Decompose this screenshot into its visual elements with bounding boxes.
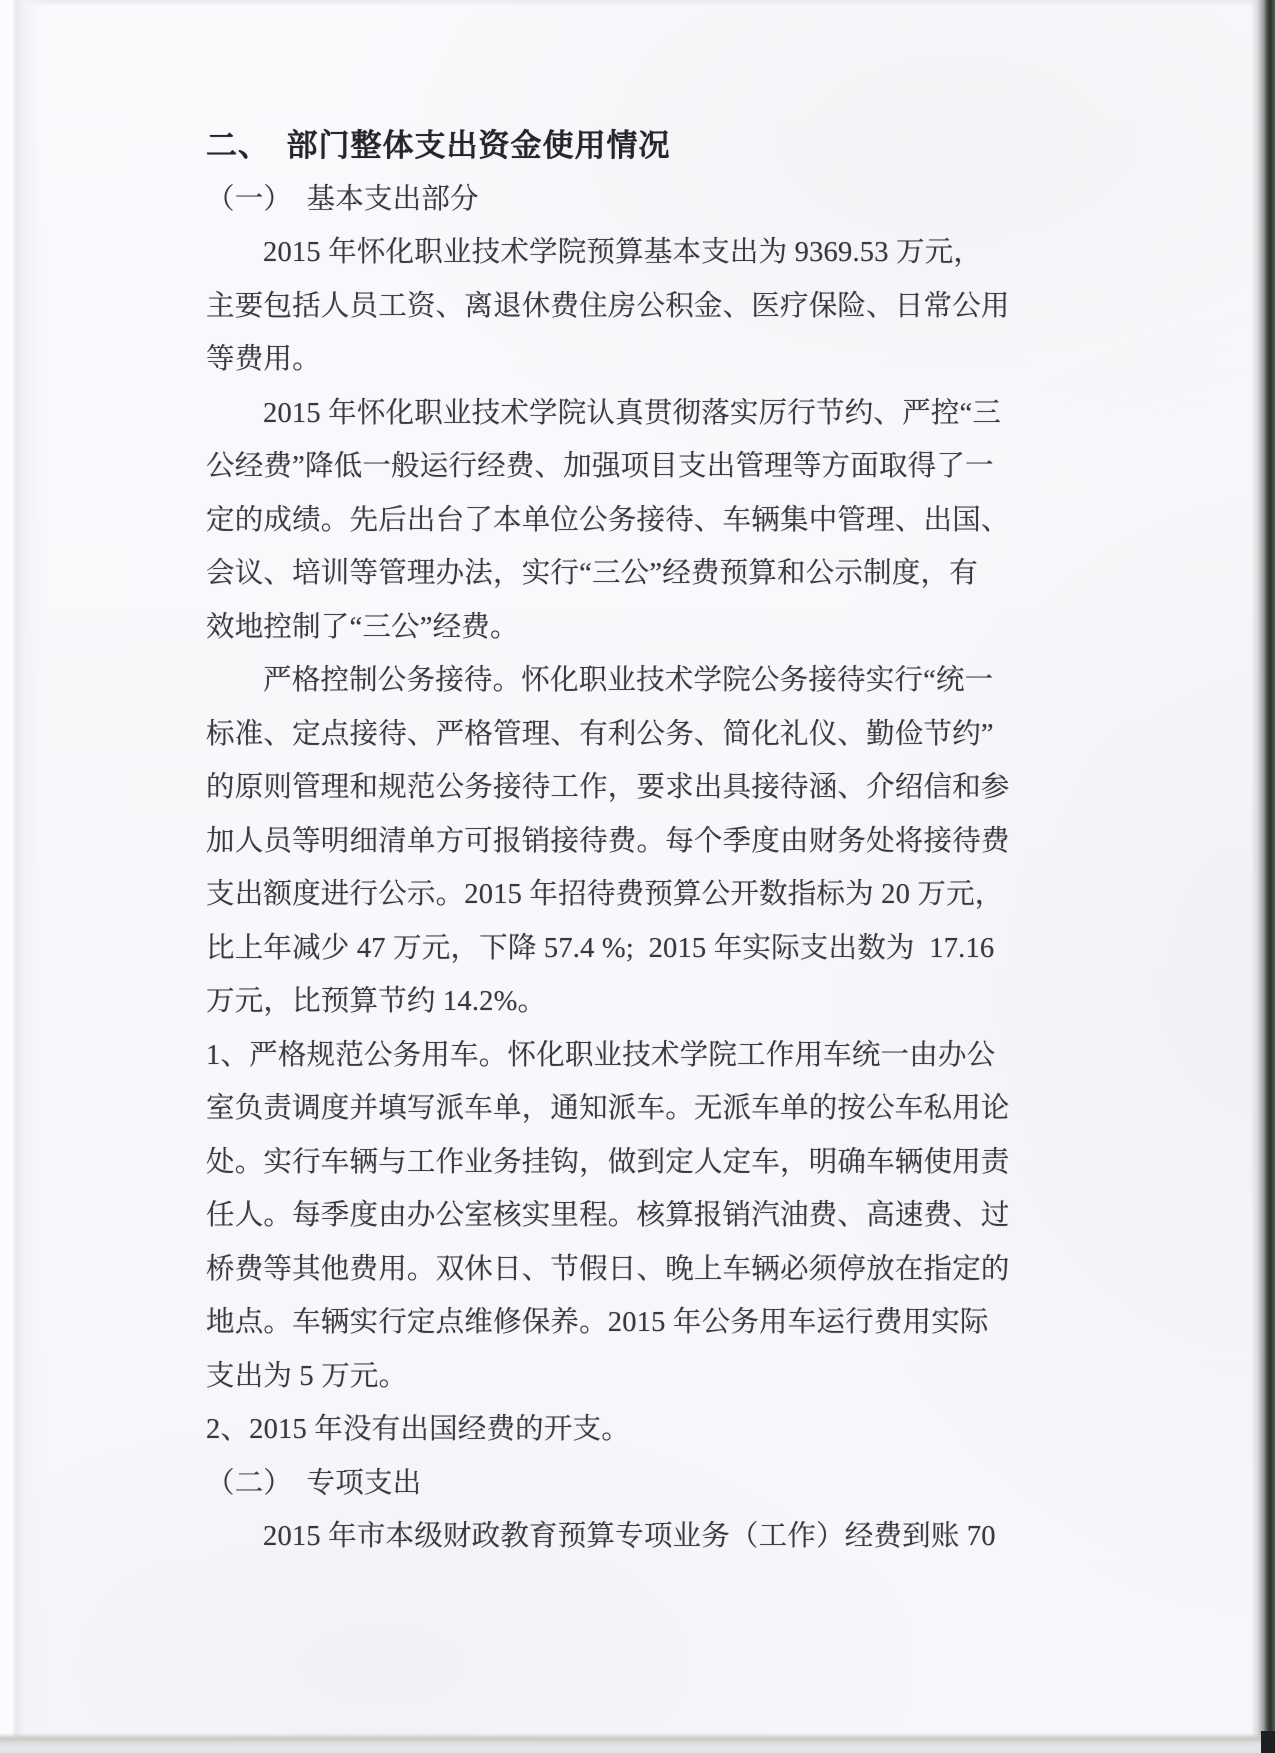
text-line: （一） 基本支出部分: [206, 183, 479, 215]
text-line: 支出额度进行公示。2015 年招待费预算公开数指标为 20 万元，: [206, 879, 1004, 910]
text-line: 1、严格规范公务用车。怀化职业技术学院工作用车统一由办公: [206, 1039, 996, 1071]
text-line: 地点。车辆实行定点维修保养。2015 年公务用车运行费用实际: [206, 1307, 989, 1338]
text-line: 2015 年怀化职业技术学院认真贯彻落实厉行节约、严控“三: [263, 397, 1002, 429]
text-line: 支出为 5 万元。: [206, 1360, 408, 1392]
text-line: 万元，比预算节约 14.2%。: [206, 986, 547, 1017]
text-line: 加人员等明细清单方可报销接待费。每个季度由财务处将接待费: [206, 825, 1010, 857]
text-line: 等费用。: [206, 344, 321, 375]
text-line: 2、2015 年没有出国经费的开支。: [206, 1414, 630, 1445]
paper-edge-shadow-left: [0, 0, 44, 1753]
text-line: 公经费”降低一般运行经费、加强项目支出管理等方面取得了一: [206, 451, 994, 482]
document-lines: [206, 173, 1010, 1564]
paper-edge-shadow-right: [1251, 0, 1275, 1753]
text-line: 效地控制了“三公”经费。: [206, 611, 519, 643]
text-line: 严格控制公务接待。怀化职业技术学院公务接待实行“统一: [263, 665, 994, 696]
document-body: [206, 119, 1010, 1564]
text-line: 会议、培训等管理办法，实行“三公”经费预算和公示制度，有: [206, 558, 978, 589]
text-line: 2015 年怀化职业技术学院预算基本支出为 9369.53 万元，: [263, 237, 983, 268]
section-heading: 二、 部门整体支出资金使用情况: [206, 128, 671, 163]
text-line: 任人。每季度由办公室核实里程。核算报销汽油费、高速费、过: [206, 1200, 1010, 1231]
text-line: 桥费等其他费用。双休日、节假日、晚上车辆必须停放在指定的: [206, 1253, 1010, 1285]
scan-corner-dark-patch: [1261, 1731, 1275, 1753]
text-line: 比上年减少 47 万元，下降 57.4 %; 2015 年实际支出数为 17.16: [206, 932, 995, 964]
text-line: 主要包括人员工资、离退休费住房公积金、医疗保险、日常公用: [206, 290, 1010, 322]
text-line: 定的成绩。先后出台了本单位公务接待、车辆集中管理、出国、: [206, 504, 1010, 536]
text-line: 处。实行车辆与工作业务挂钩，做到定人定车，明确车辆使用责: [206, 1146, 1010, 1178]
text-line: 的原则管理和规范公务接待工作，要求出具接待涵、介绍信和参: [206, 772, 1010, 803]
paper-edge-shadow-top: [0, 0, 1275, 6]
paper-edge-shadow-bottom: [0, 1733, 1275, 1753]
text-line: （二） 专项支出: [206, 1467, 422, 1499]
text-line: 标准、定点接待、严格管理、有利公务、简化礼仪、勤俭节约”: [206, 718, 994, 750]
text-line: 室负责调度并填写派车单，通知派车。无派车单的按公车私用论: [206, 1093, 1010, 1124]
text-line: 2015 年市本级财政教育预算专项业务（工作）经费到账 70: [263, 1521, 996, 1552]
